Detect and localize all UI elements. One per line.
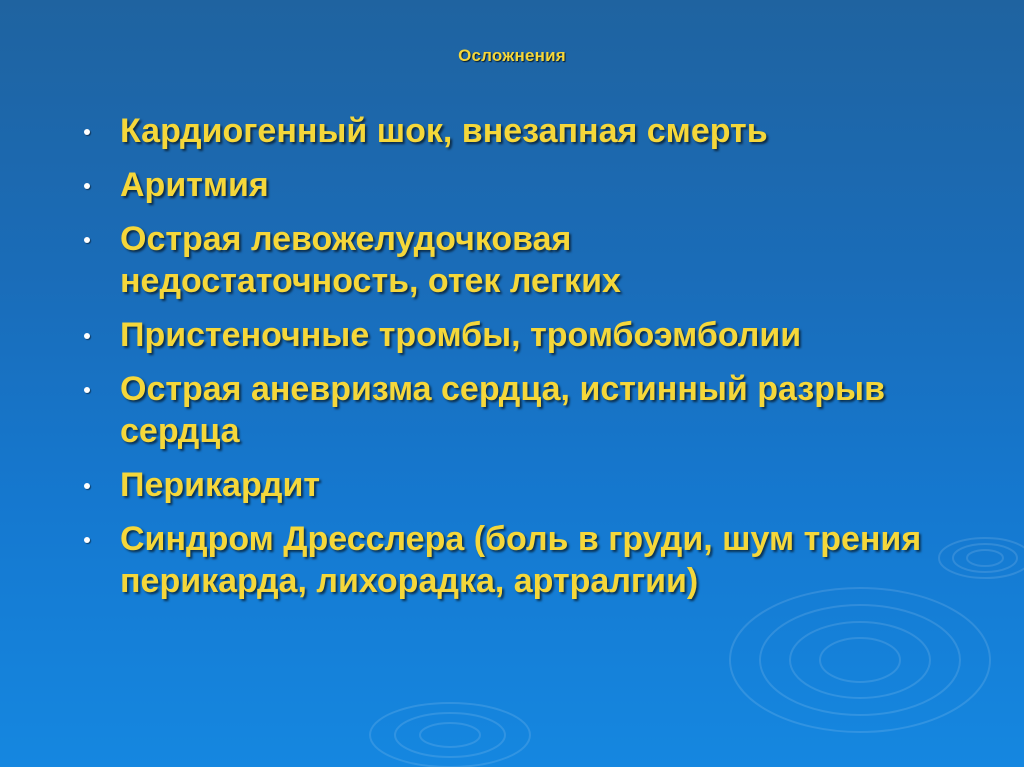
- list-item: [84, 518, 970, 602]
- slide-title: Осложнения: [458, 46, 566, 65]
- bullet-icon: [84, 333, 90, 339]
- list-item: [84, 314, 984, 356]
- list-item: [84, 218, 720, 302]
- list-item-text: Острая аневризма сердца, истинный разрыв сердца: [120, 370, 885, 450]
- list-item: [84, 464, 984, 506]
- bullet-icon: [84, 483, 90, 489]
- list-item-text: Аритмия: [120, 166, 269, 204]
- bullet-icon: [84, 183, 90, 189]
- list-item-text: Острая левожелудочковая недостаточность, отек легких: [120, 220, 621, 300]
- bullet-icon: [84, 537, 90, 543]
- bullet-icon: [84, 237, 90, 243]
- list-item-text: Кардиогенный шок, внезапная смерть: [120, 112, 768, 150]
- list-item: [84, 164, 984, 206]
- bullet-icon: [84, 129, 90, 135]
- list-item-text: Перикардит: [120, 466, 320, 504]
- list-item-text: Синдром Дресслера (боль в груди, шум трения перикарда, лихорадка, артралгии): [120, 520, 922, 600]
- bullet-icon: [84, 387, 90, 393]
- list-item: [84, 110, 984, 152]
- list-item: [84, 368, 900, 452]
- list-item-text: Пристеночные тромбы, тромбоэмболии: [120, 316, 802, 354]
- complications-list: [84, 110, 984, 614]
